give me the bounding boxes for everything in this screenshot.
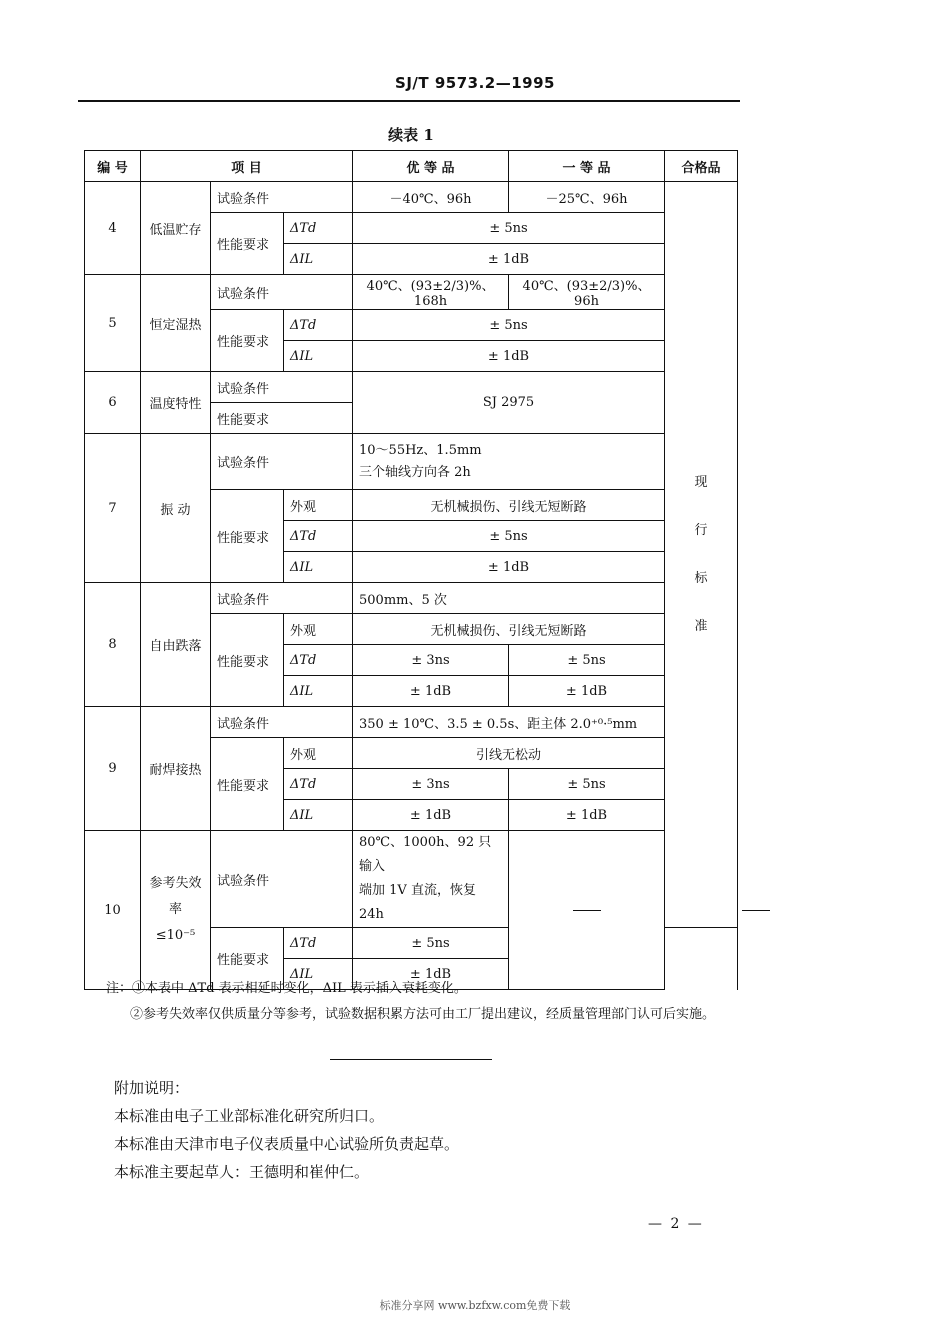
row-item-name: 低温贮存 (141, 182, 211, 275)
delta-il-label: ΔIL (284, 800, 353, 831)
appendix-line: 本标准由电子工业部标准化研究所归口。 (114, 1107, 385, 1125)
delta-il-value: ± 1dB (353, 244, 665, 275)
row-item-name: 自由跌落 (141, 583, 211, 707)
test-line: 三个轴线方向各 2h (359, 464, 471, 480)
dash-mark (573, 910, 601, 911)
test-conditions-label: 试验条件 (211, 182, 353, 213)
appearance-label: 外观 (284, 614, 353, 645)
delta-il-label: ΔIL (284, 959, 353, 990)
appendix-section (114, 1074, 459, 1186)
test-line: 端加 1V 直流，恢复 24h (359, 883, 476, 922)
table-notes (106, 976, 746, 1028)
performance-label: 性能要求 (211, 310, 284, 372)
delta-il-label: ΔIL (284, 341, 353, 372)
appearance-value: 引线无松动 (353, 738, 665, 769)
test-line: 80℃、1000h、92 只输入 (359, 835, 492, 874)
test-spec-table (84, 150, 738, 990)
premium-delta-td-value: ± 5ns (353, 928, 509, 959)
row-item-name: 温度特性 (141, 372, 211, 434)
section-separator (330, 1059, 492, 1060)
vibration-test-value (353, 434, 665, 490)
note-2: ②参考失效率仅供质量分等参考，试验数据积累方法可由工厂提出建议，经质量管理部门认可后实施。 (130, 1007, 716, 1022)
appendix-title: 附加说明： (114, 1079, 190, 1097)
performance-label: 性能要求 (211, 213, 284, 275)
delta-td-value: ± 5ns (353, 213, 665, 244)
table-row (85, 707, 738, 738)
col-header-first-grade: 一 等 品 (509, 151, 665, 182)
table-row (85, 434, 738, 490)
row-number: 7 (85, 434, 141, 583)
delta-td-label: ΔTd (284, 213, 353, 244)
row-item-name: 耐焊接热 (141, 707, 211, 831)
premium-test-value: 40℃、(93±2/3)%、168h (353, 275, 509, 310)
item-name-line: 参考失效率 (149, 876, 202, 917)
col-header-number: 编 号 (85, 151, 141, 182)
row-number: 5 (85, 275, 141, 372)
drop-test-value: 500mm、5 次 (353, 583, 665, 614)
col-header-item: 项 目 (141, 151, 353, 182)
table-row (85, 372, 738, 403)
delta-il-label: ΔIL (284, 676, 353, 707)
delta-td-label: ΔTd (284, 521, 353, 552)
note-1: 注：①本表中 ΔTd 表示相延时变化，ΔIL 表示插入衰耗变化。 (106, 981, 467, 996)
table-row (85, 182, 738, 213)
row-number: 10 (85, 831, 141, 990)
first-grade-test-value: －25℃、96h (509, 182, 665, 213)
appendix-line: 本标准由天津市电子仪表质量中心试验所负责起草。 (114, 1135, 460, 1153)
row-item-name: 振 动 (141, 434, 211, 583)
failure-rate-test-value (353, 831, 509, 928)
table-row (85, 583, 738, 614)
performance-label: 性能要求 (211, 738, 284, 831)
performance-label: 性能要求 (211, 403, 353, 434)
premium-delta-il-value: ± 1dB (353, 800, 509, 831)
test-line: 10～55Hz、1.5mm (359, 442, 482, 458)
row-number: 8 (85, 583, 141, 707)
current-standard-char: 准 (694, 618, 708, 634)
delta-td-label: ΔTd (284, 928, 353, 959)
delta-td-value: ± 5ns (353, 521, 665, 552)
first-grade-delta-td-value: ± 5ns (509, 645, 665, 676)
first-grade-test-value: 40℃、(93±2/3)%、96h (509, 275, 665, 310)
test-conditions-label: 试验条件 (211, 372, 353, 403)
row-item-name (141, 831, 211, 990)
current-standard-char: 标 (694, 570, 708, 586)
test-conditions-label: 试验条件 (211, 434, 353, 490)
first-grade-delta-il-value: ± 1dB (509, 800, 665, 831)
premium-delta-il-value: ± 1dB (353, 676, 509, 707)
appendix-line: 本标准主要起草人：王德明和崔仲仁。 (114, 1163, 370, 1181)
current-standard-char: 行 (694, 522, 708, 538)
item-name-line: ≤10⁻⁵ (155, 928, 196, 943)
test-conditions-label: 试验条件 (211, 583, 353, 614)
row-number: 6 (85, 372, 141, 434)
dash-mark (742, 910, 770, 911)
first-grade-delta-td-value: ± 5ns (509, 769, 665, 800)
appearance-label: 外观 (284, 738, 353, 769)
test-conditions-label: 试验条件 (211, 831, 353, 928)
delta-td-label: ΔTd (284, 645, 353, 676)
document-code-header: SJ/T 9573.2—1995 (395, 74, 555, 92)
delta-il-value: ± 1dB (353, 552, 665, 583)
delta-td-label: ΔTd (284, 310, 353, 341)
delta-il-label: ΔIL (284, 244, 353, 275)
table-header-row (85, 151, 738, 182)
premium-delta-td-value: ± 3ns (353, 769, 509, 800)
first-grade-not-applicable (509, 831, 665, 990)
header-rule (78, 100, 740, 102)
delta-il-value: ± 1dB (353, 341, 665, 372)
performance-label: 性能要求 (211, 490, 284, 583)
solder-test-value: 350 ± 10℃、3.5 ± 0.5s、距主体 2.0⁺⁰·⁵mm (353, 707, 665, 738)
row-number: 9 (85, 707, 141, 831)
premium-delta-td-value: ± 3ns (353, 645, 509, 676)
col-header-premium: 优 等 品 (353, 151, 509, 182)
qualified-grade-merged-cell (665, 182, 738, 928)
test-conditions-label: 试验条件 (211, 275, 353, 310)
test-conditions-label: 试验条件 (211, 707, 353, 738)
first-grade-delta-il-value: ± 1dB (509, 676, 665, 707)
watermark-footer: 标准分享网 www.bzfxw.com免费下载 (379, 1299, 571, 1312)
delta-td-value: ± 5ns (353, 310, 665, 341)
col-header-qualified: 合格品 (665, 151, 738, 182)
delta-td-label: ΔTd (284, 769, 353, 800)
table-caption: 续表 1 (388, 126, 434, 144)
table-row (85, 831, 738, 928)
appearance-value: 无机械损伤、引线无短断路 (353, 614, 665, 645)
appearance-label: 外观 (284, 490, 353, 521)
page-number: — 2 — (648, 1216, 704, 1232)
performance-label: 性能要求 (211, 614, 284, 707)
performance-label: 性能要求 (211, 928, 284, 990)
table-row (85, 275, 738, 310)
delta-il-label: ΔIL (284, 552, 353, 583)
premium-delta-il-value: ± 1dB (353, 959, 509, 990)
appearance-value: 无机械损伤、引线无短断路 (353, 490, 665, 521)
premium-test-value: －40℃、96h (353, 182, 509, 213)
row-item-name: 恒定湿热 (141, 275, 211, 372)
current-standard-char: 现 (694, 474, 708, 490)
row-number: 4 (85, 182, 141, 275)
temperature-standard-value: SJ 2975 (353, 372, 665, 434)
